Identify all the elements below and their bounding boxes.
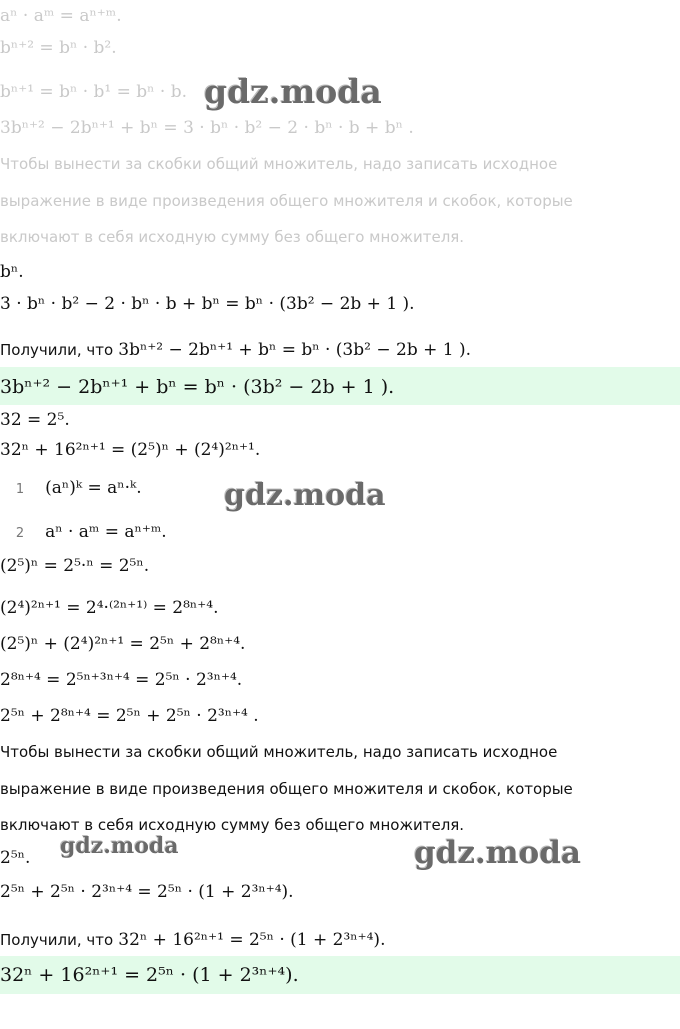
- final-answer: 3bⁿ⁺² − 2bⁿ⁺¹ + bⁿ = bⁿ · (3b² − 2b + 1 ).: [0, 376, 395, 398]
- watermark-logo: gdz.moda: [224, 478, 386, 513]
- rule-number: 2: [15, 526, 25, 541]
- explanation-text: Чтобы вынести за скобки общий множитель, надо записать исходное: [0, 155, 558, 173]
- result-line: [0, 340, 471, 360]
- watermark-logo: gdz.moda: [60, 833, 179, 859]
- formula-line: (2⁵)ⁿ + (2⁴)²ⁿ⁺¹ = 2⁵ⁿ + 2⁸ⁿ⁺⁴.: [0, 634, 246, 654]
- rule-item: [0, 478, 142, 498]
- explanation-text: включают в себя исходную сумму без общего множителя.: [0, 816, 465, 834]
- result-prefix: Получили, что: [0, 931, 114, 949]
- final-answer: 32ⁿ + 16²ⁿ⁺¹ = 2⁵ⁿ · (1 + 2³ⁿ⁺⁴).: [0, 964, 299, 986]
- result-expression: 32ⁿ + 16²ⁿ⁺¹ = 2⁵ⁿ · (1 + 2³ⁿ⁺⁴).: [118, 930, 386, 950]
- formula-line: 2⁸ⁿ⁺⁴ = 2⁵ⁿ⁺³ⁿ⁺⁴ = 2⁵ⁿ · 2³ⁿ⁺⁴.: [0, 670, 243, 690]
- result-expression: 3bⁿ⁺² − 2bⁿ⁺¹ + bⁿ = bⁿ · (3b² − 2b + 1 ).: [118, 340, 472, 360]
- explanation-text: включают в себя исходную сумму без общего множителя.: [0, 228, 465, 246]
- factored-expression: 3 · bⁿ · b² − 2 · bⁿ · b + bⁿ = bⁿ · (3b² − 2b + 1 ).: [0, 294, 415, 314]
- formula-line: bⁿ⁺² = bⁿ · b².: [0, 38, 117, 58]
- factored-expression: 2⁵ⁿ + 2⁵ⁿ · 2³ⁿ⁺⁴ = 2⁵ⁿ · (1 + 2³ⁿ⁺⁴).: [0, 882, 294, 902]
- formula-line: (2⁴)²ⁿ⁺¹ = 2⁴·⁽²ⁿ⁺¹⁾ = 2⁸ⁿ⁺⁴.: [0, 598, 219, 618]
- rule-line: aⁿ · aᵐ = aⁿ⁺ᵐ.: [0, 6, 122, 26]
- result-prefix: Получили, что: [0, 341, 114, 359]
- formula-line: 3bⁿ⁺² − 2bⁿ⁺¹ + bⁿ = 3 · bⁿ · b² − 2 · bⁿ · b + bⁿ .: [0, 118, 414, 138]
- formula-line: (2⁵)ⁿ = 2⁵·ⁿ = 2⁵ⁿ.: [0, 556, 150, 576]
- common-factor: 2⁵ⁿ.: [0, 848, 31, 868]
- formula-line: 32 = 2⁵.: [0, 410, 70, 430]
- formula-line: 2⁵ⁿ + 2⁸ⁿ⁺⁴ = 2⁵ⁿ + 2⁵ⁿ · 2³ⁿ⁺⁴ .: [0, 706, 259, 726]
- watermark-logo: gdz.moda: [414, 835, 581, 871]
- rule-item: [0, 522, 167, 542]
- formula-line: 32ⁿ + 16²ⁿ⁺¹ = (2⁵)ⁿ + (2⁴)²ⁿ⁺¹.: [0, 440, 261, 460]
- watermark-logo: gdz.moda: [204, 72, 382, 111]
- rule-formula: (aⁿ)ᵏ = aⁿ·ᵏ.: [45, 478, 142, 498]
- common-factor: bⁿ.: [0, 262, 24, 282]
- explanation-text: выражение в виде произведения общего множителя и скобок, которые: [0, 192, 573, 210]
- result-line: [0, 930, 385, 950]
- explanation-text: выражение в виде произведения общего множителя и скобок, которые: [0, 780, 573, 798]
- rule-number: 1: [15, 482, 25, 497]
- rule-formula: aⁿ · aᵐ = aⁿ⁺ᵐ.: [45, 522, 167, 542]
- formula-line: bⁿ⁺¹ = bⁿ · b¹ = bⁿ · b.: [0, 82, 188, 102]
- explanation-text: Чтобы вынести за скобки общий множитель, надо записать исходное: [0, 743, 558, 761]
